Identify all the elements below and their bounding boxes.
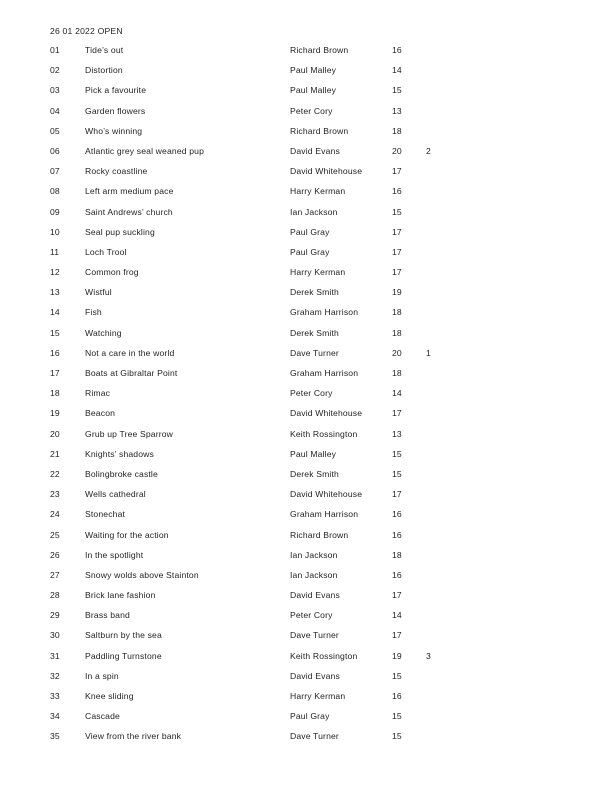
entry-title: Who’s winning [85,125,143,136]
entry-number: 26 [50,549,60,560]
entry-number: 25 [50,529,60,540]
entry-title: Rimac [85,388,111,399]
entry-title: In a spin [85,670,119,681]
entry-title: Loch Trool [85,246,127,257]
table-row [0,388,612,408]
table-row [0,550,612,570]
entry-title: Garden flowers [85,105,146,116]
entry-number: 28 [50,590,60,601]
entry-title: Distortion [85,65,123,76]
entry-title: Seal pup suckling [85,226,155,237]
entry-number: 21 [50,448,60,459]
entry-score: 17 [392,226,402,237]
entry-number: 07 [50,166,60,177]
entry-number: 24 [50,509,60,520]
entry-number: 08 [50,186,60,197]
entry-number: 03 [50,85,60,96]
entry-number: 32 [50,670,60,681]
entry-author: Derek Smith [290,327,339,338]
results-list [0,45,612,752]
table-row [0,328,612,348]
entry-score: 16 [392,529,402,540]
entry-number: 14 [50,307,60,318]
table-row [0,227,612,247]
entry-title: Brick lane fashion [85,590,156,601]
entry-score: 15 [392,448,402,459]
entry-author: Ian Jackson [290,549,338,560]
entry-author: David Evans [290,670,340,681]
table-row [0,267,612,287]
entry-score: 16 [392,45,402,55]
entry-score: 17 [392,408,402,419]
entry-author: David Whitehouse [290,489,363,500]
entry-number: 01 [50,45,60,55]
entry-author: Graham Harrison [290,368,359,378]
entry-author: Keith Rossington [290,650,358,661]
entry-number: 31 [50,650,60,661]
entry-title: Bolingbroke castle [85,468,158,479]
entry-author: David Evans [290,145,340,156]
entry-number: 19 [50,408,60,419]
entry-author: Paul Malley [290,448,337,459]
entry-score: 18 [392,368,402,378]
entry-number: 13 [50,287,60,298]
entry-author: Derek Smith [290,468,339,479]
document-header: 26 01 2022 OPEN [50,26,123,36]
entry-author: Paul Gray [290,226,330,237]
entry-title: Brass band [85,610,130,621]
table-row [0,651,612,671]
entry-author: Harry Kerman [290,267,346,278]
entry-title: Saltburn by the sea [85,630,162,641]
entry-number: 05 [50,125,60,136]
entry-author: Peter Cory [290,105,333,116]
entry-score: 17 [392,267,402,278]
entry-title: Wells cathedral [85,489,146,500]
entry-title: View from the river bank [85,731,182,742]
table-row [0,348,612,368]
entry-score: 14 [392,388,402,399]
table-row [0,368,612,388]
table-row [0,530,612,550]
entry-title: Stonechat [85,509,126,520]
entry-number: 20 [50,428,60,439]
entry-score: 15 [392,468,402,479]
entry-title: Left arm medium pace [85,186,174,197]
table-row [0,630,612,650]
entry-score: 16 [392,569,402,580]
entry-number: 12 [50,267,60,278]
entry-score: 17 [392,246,402,257]
entry-author: Graham Harrison [290,509,359,520]
entry-author: Dave Turner [290,731,339,742]
entry-author: David Whitehouse [290,408,363,419]
entry-score: 19 [392,287,402,298]
entry-number: 23 [50,489,60,500]
entry-number: 16 [50,347,60,358]
entry-number: 09 [50,206,60,217]
entry-title: Not a care in the world [85,347,175,358]
table-row [0,509,612,529]
entry-author: Harry Kerman [290,691,346,701]
entry-title: Snowy wolds above Stainton [85,569,199,580]
table-row [0,65,612,85]
entry-score: 15 [392,206,402,217]
table-row [0,106,612,126]
table-row [0,429,612,449]
table-row [0,731,612,751]
entry-score: 18 [392,125,402,136]
entry-title: Cascade [85,711,120,722]
table-row [0,247,612,267]
entry-score: 18 [392,327,402,338]
table-row [0,691,612,711]
entry-author: Dave Turner [290,347,339,358]
entry-author: Paul Gray [290,246,330,257]
table-row [0,408,612,428]
entry-title: Beacon [85,408,116,419]
table-row [0,449,612,469]
entry-score: 15 [392,711,402,722]
entry-author: Richard Brown [290,529,349,540]
entry-title: Atlantic grey seal weaned pup [85,145,205,156]
entry-title: Common frog [85,267,139,278]
entry-title: Rocky coastline [85,166,148,177]
entry-score: 15 [392,731,402,742]
entry-score: 17 [392,590,402,601]
entry-score: 13 [392,428,402,439]
entry-score: 13 [392,105,402,116]
entry-author: Paul Malley [290,85,337,96]
entry-title: Grub up Tree Sparrow [85,428,174,439]
entry-score: 15 [392,85,402,96]
entry-title: Saint Andrews’ church [85,206,173,217]
table-row [0,610,612,630]
table-row [0,45,612,65]
entry-number: 18 [50,388,60,399]
table-row [0,287,612,307]
entry-title: Boats at Gibraltar Point [85,368,178,378]
entry-title: In the spotlight [85,549,144,560]
table-row [0,166,612,186]
entry-title: Watching [85,327,122,338]
table-row [0,489,612,509]
entry-author: Paul Gray [290,711,330,722]
table-row [0,186,612,206]
entry-author: Ian Jackson [290,569,338,580]
entry-number: 11 [50,246,60,257]
entry-score: 15 [392,670,402,681]
entry-number: 27 [50,569,60,580]
entry-author: Peter Cory [290,610,333,621]
table-row [0,711,612,731]
entry-author: David Evans [290,590,340,601]
entry-score: 17 [392,166,402,177]
entry-placing: 1 [426,347,431,358]
entry-title: Fish [85,307,102,318]
entry-author: Graham Harrison [290,307,359,318]
entry-author: Richard Brown [290,125,349,136]
entry-title: Pick a favourite [85,85,147,96]
entry-number: 34 [50,711,60,722]
entry-placing: 3 [426,650,431,661]
table-row [0,126,612,146]
entry-score: 16 [392,691,402,701]
entry-author: Dave Turner [290,630,339,641]
entry-title: Tide’s out [85,45,124,55]
entry-score: 16 [392,186,402,197]
table-row [0,307,612,327]
entry-author: Paul Malley [290,65,337,76]
entry-title: Knee sliding [85,691,134,701]
table-row [0,590,612,610]
entry-number: 15 [50,327,60,338]
entry-title: Paddling Turnstone [85,650,162,661]
entry-placing: 2 [426,145,431,156]
table-row [0,207,612,227]
entry-score: 18 [392,307,402,318]
entry-author: Keith Rossington [290,428,358,439]
entry-score: 14 [392,610,402,621]
entry-title: Waiting for the action [85,529,169,540]
entry-number: 06 [50,145,60,156]
entry-author: Peter Cory [290,388,333,399]
entry-author: Ian Jackson [290,206,338,217]
table-row [0,469,612,489]
entry-number: 35 [50,731,60,742]
entry-number: 22 [50,468,60,479]
entry-number: 04 [50,105,60,116]
entry-author: Derek Smith [290,287,339,298]
entry-author: Harry Kerman [290,186,346,197]
entry-number: 30 [50,630,60,641]
entry-number: 02 [50,65,60,76]
entry-score: 19 [392,650,402,661]
entry-author: Richard Brown [290,45,349,55]
table-row [0,671,612,691]
entry-score: 20 [392,145,402,156]
table-row [0,85,612,105]
entry-score: 14 [392,65,402,76]
entry-number: 29 [50,610,60,621]
table-row [0,146,612,166]
entry-score: 18 [392,549,402,560]
entry-title: Wistful [85,287,112,298]
entry-score: 16 [392,509,402,520]
entry-number: 33 [50,691,60,701]
entry-author: David Whitehouse [290,166,363,177]
entry-number: 17 [50,368,60,378]
entry-number: 10 [50,226,60,237]
entry-title: Knights’ shadows [85,448,154,459]
entry-score: 20 [392,347,402,358]
entry-score: 17 [392,489,402,500]
entry-score: 17 [392,630,402,641]
table-row [0,570,612,590]
